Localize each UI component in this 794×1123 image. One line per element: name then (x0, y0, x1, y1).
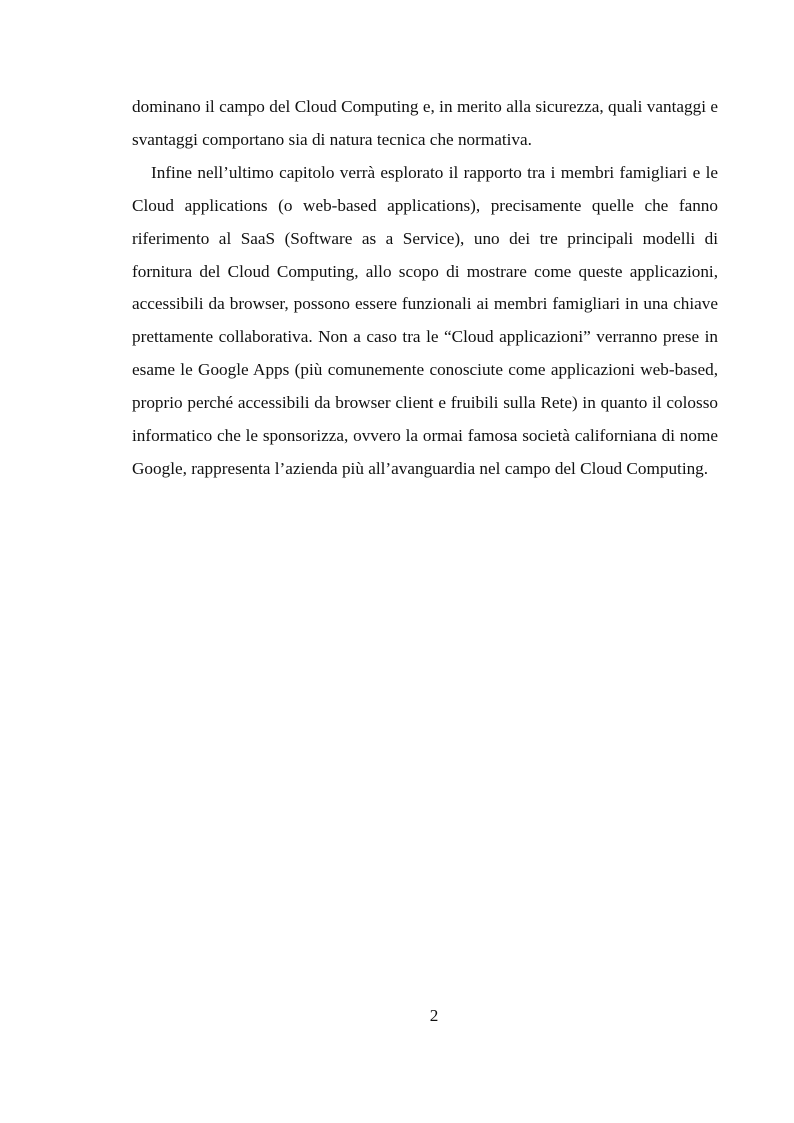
paragraph-final-chapter: Infine nell’ultimo capitolo verrà esplorato il rapporto tra i membri famigliari e le Cloud applications (o web-based applications), precisamente quelle che fanno riferimento al SaaS (Software as a Service), uno dei tre principali modelli di fornitura del Cloud Computing, allo scopo di mostrare come queste applicazioni, accessibili da browser, possono essere funzionali ai membri famigliari in una chiave prettamente collaborativa. Non a caso tra le “Cloud applicazioni” verranno prese in esame le Google Apps (più comunemente conosciute come applicazioni web-based, proprio perché accessibili da browser client e fruibili sulla Rete) in quanto il colosso informatico che le sponsorizza, ovvero la ormai famosa società californiana di nome Google, rappresenta l’azienda più all’avanguardia nel campo del Cloud Computing. (132, 162, 718, 478)
paragraph-continued: dominano il campo del Cloud Computing e, in merito alla sicurezza, quali vantaggi e svantaggi comportano sia di natura tecnica che normativa. (132, 97, 718, 149)
body-text (132, 91, 718, 486)
page-number: 2 (429, 1006, 439, 1025)
